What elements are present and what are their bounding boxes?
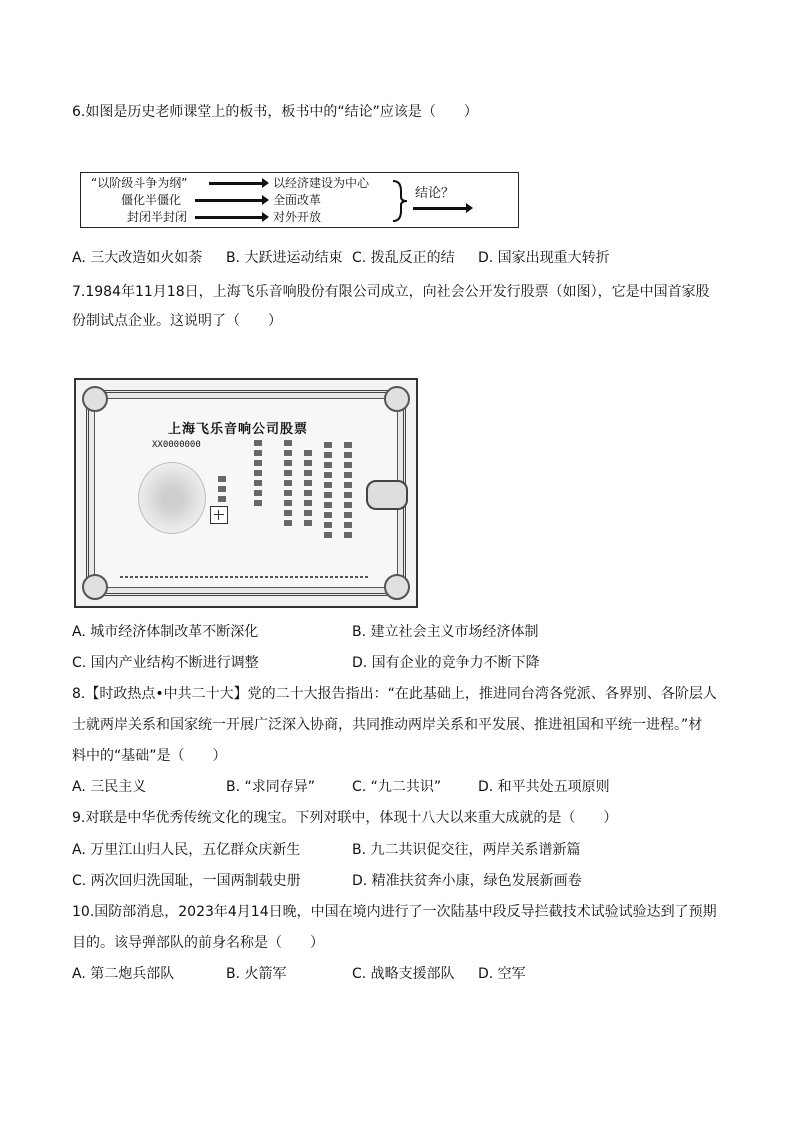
q10-stem-line1: 10.国防部消息，2023年4月14日晚，中国在境内进行了一次陆基中段反导拦截技术试验试验达到了预期 — [72, 904, 717, 920]
q7-option-b: B. 建立社会主义市场经济体制 — [352, 624, 539, 640]
board-right-1: 以经济建设为中心 — [273, 176, 370, 190]
board-left-2: 僵化半僵化 — [121, 193, 182, 207]
certificate-title: 上海飞乐音响公司股票 — [168, 422, 309, 437]
q8-stem-line2: 士就两岸关系和国家统一开展广泛深入协商，共同推动两岸关系和平发展、推进祖国和平统一进程。”材 — [72, 717, 703, 733]
badge-icon — [366, 480, 408, 510]
q9-option-b: B. 九二共识促交往，两岸关系谱新篇 — [352, 842, 581, 858]
q10-option-a: A. 第二炮兵部队 — [72, 966, 175, 982]
q10-option-c: C. 战略支援部队 — [352, 966, 455, 982]
q8-stem-line1: 8.【时政热点•中共二十大】党的二十大报告指出：“在此基础上，推进同台湾各党派、各界别、各阶层人 — [72, 686, 717, 702]
q8-option-b: B. “求同存异” — [226, 779, 316, 795]
q10-option-d: D. 空军 — [478, 966, 526, 982]
stock-certificate-image — [74, 378, 418, 608]
q6-option-b: B. 大跃进运动结束 — [226, 250, 343, 266]
q8-stem-line3: 料中的“基础”是（ ） — [72, 748, 227, 764]
q6-option-d: D. 国家出现重大转折 — [478, 250, 610, 266]
arrow-right-icon — [209, 182, 263, 185]
q9-option-d: D. 精准扶贫奔小康，绿色发展新画卷 — [352, 873, 582, 889]
q9-option-a: A. 万里江山归人民，五亿群众庆新生 — [72, 842, 301, 858]
q6-stem: 6.如图是历史老师课堂上的板书，板书中的“结论”应该是（ ） — [72, 104, 478, 120]
seal-icon — [210, 506, 228, 524]
emblem-icon — [138, 462, 206, 534]
blackboard-diagram — [80, 172, 519, 228]
q7-stem-line1: 7.1984年11月18日，上海飞乐音响股份有限公司成立，向社会公开发行股票（如图），它是中国首家股 — [72, 284, 710, 300]
q10-stem-line2: 目的。该导弹部队的前身名称是（ ） — [72, 935, 324, 951]
arrow-right-icon — [195, 199, 263, 202]
q10-option-b: B. 火箭军 — [226, 966, 287, 982]
q6-option-a: A. 三大改造如火如荼 — [72, 250, 203, 266]
board-left-3: 封闭半封闭 — [127, 210, 188, 224]
q9-option-c: C. 两次回归洗国耻，一国两制载史册 — [72, 873, 301, 889]
board-conclusion: 结论？ — [415, 186, 455, 201]
q8-option-c: C. “九二共识” — [352, 779, 442, 795]
q7-option-c: C. 国内产业结构不断进行调整 — [72, 655, 259, 671]
board-right-2: 全面改革 — [273, 193, 322, 207]
board-right-3: 对外开放 — [273, 210, 322, 224]
q7-stem-line2: 份制试点企业。这说明了（ ） — [72, 313, 282, 329]
q8-option-a: A. 三民主义 — [72, 779, 147, 795]
brace-icon — [391, 179, 411, 223]
arrow-right-icon — [195, 216, 263, 219]
q9-stem: 9.对联是中华优秀传统文化的瑰宝。下列对联中，体现十八大以来重大成就的是（ ） — [72, 810, 618, 826]
arrow-right-icon — [413, 207, 467, 210]
certificate-serial: XX0000000 — [152, 440, 201, 450]
board-left-1: “以阶级斗争为纲” — [91, 176, 188, 190]
q6-option-c: C. 拨乱反正的结 — [352, 250, 455, 266]
q7-option-a: A. 城市经济体制改革不断深化 — [72, 624, 259, 640]
q7-option-d: D. 国有企业的竞争力不断下降 — [352, 655, 540, 671]
q8-option-d: D. 和平共处五项原则 — [478, 779, 610, 795]
